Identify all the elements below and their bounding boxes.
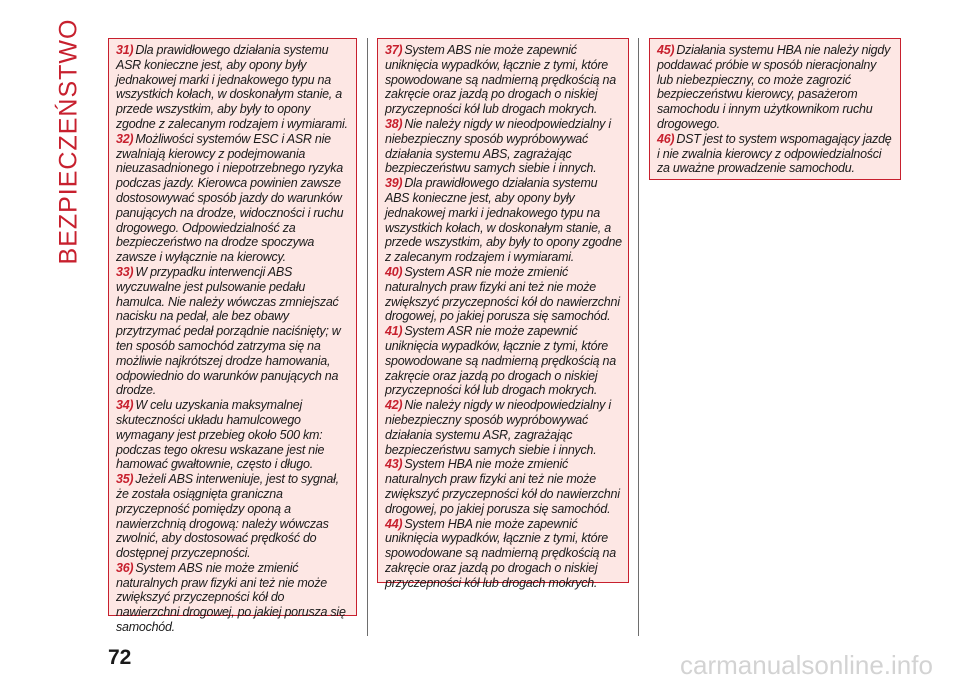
note-text: DST jest to system wspomagający jazdę i nie zwalnia kierowcy z odpowiedzialności za uważne prowadzenie samochodu. bbox=[657, 131, 892, 176]
page-number: 72 bbox=[108, 646, 132, 669]
note-number: 39) bbox=[385, 176, 403, 191]
note-45 bbox=[657, 43, 894, 132]
note-42 bbox=[385, 398, 622, 457]
note-40 bbox=[385, 265, 622, 324]
note-39 bbox=[385, 176, 622, 265]
warning-box-col1 bbox=[108, 38, 357, 635]
note-text: Dla prawidłowego działania systemu ABS konieczne jest, aby opony były jednakowej marki i jednakowego typu na wszystkich kołach, w doskonałym stanie, a przede wszystkim, aby były to opony zgodne z zalecanym rodzajem i wymiarami. bbox=[385, 176, 622, 265]
note-number: 36) bbox=[116, 560, 134, 575]
note-text: Jeżeli ABS interweniuje, jest to sygnał, że została osiągnięta graniczna przyczepność pomiędzy oponą a nawierzchnią drogową: należy wówczas zwolnić, aby dostosować prędkość do dostępnej przyczepności. bbox=[116, 472, 339, 561]
note-number: 43) bbox=[385, 457, 403, 472]
note-33 bbox=[116, 265, 350, 398]
note-number: 40) bbox=[385, 264, 403, 279]
note-text: Możliwości systemów ESC i ASR nie zwalniają kierowcy z podejmowania nieuzasadnionego i niepotrzebnego ryzyka podczas jazdy. Kierowca powinien zawsze dostosowywać sposób jazdy do warunków panujących na drodze, widoczności i ruchu drogowego. Odpowiedzialność za bezpieczeństwo na drodze spoczywa zawsze i wyłącznie na kierowcy. bbox=[116, 131, 344, 265]
watermark: carmanualsonline.info bbox=[680, 650, 933, 680]
column-divider bbox=[367, 38, 368, 636]
note-number: 37) bbox=[385, 43, 403, 57]
note-number: 38) bbox=[385, 116, 403, 131]
note-number: 33) bbox=[116, 264, 134, 279]
note-32 bbox=[116, 132, 350, 265]
note-text: System ASR nie może zmienić naturalnych praw fizyki ani też nie może zwiększyć przyczepności kół do nawierzchni drogowej, po jakiej porusza się samochód. bbox=[385, 264, 620, 324]
note-44 bbox=[385, 517, 622, 591]
section-title bbox=[51, 18, 87, 264]
warning-box-col3 bbox=[649, 38, 901, 180]
note-text: Nie należy nigdy w nieodpowiedzialny i niebezpieczny sposób wypróbowywać działania systemu ASR, zagrażając bezpieczeństwu samych siebie i innych. bbox=[385, 398, 611, 457]
note-number: 35) bbox=[116, 472, 134, 487]
note-number: 31) bbox=[116, 43, 134, 57]
note-38 bbox=[385, 117, 622, 176]
note-37 bbox=[385, 43, 622, 117]
note-text: Dla prawidłowego działania systemu ASR konieczne jest, aby opony były jednakowej marki i jednakowego typu na wszystkich kołach, w doskonałym stanie, a przede wszystkim, aby były to opony zgodne z zalecanym rodzajem i wymiarami. bbox=[116, 43, 348, 131]
note-text: W przypadku interwencji ABS wyczuwalne jest pulsowanie pedału hamulca. Nie należy wówczas zmniejszać nacisku na pedał, ale bez obawy przytrzymać pedał porządnie naciśnięty; w ten sposób samochód zatrzyma się na możliwie najkrótszej drodze hamowania, odpowiednio do warunków panujących na drodze. bbox=[116, 264, 341, 398]
note-number: 41) bbox=[385, 324, 403, 339]
note-34 bbox=[116, 398, 350, 472]
note-text: Działania systemu HBA nie należy nigdy poddawać próbie w sposób nieracjonalny lub niebezpieczny, co może zagrozić bezpieczeństwu kierowcy, pasażerom samochodu i innym użytkownikom ruchu drogowego. bbox=[657, 43, 891, 131]
note-text: System HBA nie może zapewnić uniknięcia wypadków, łącznie z tymi, które spowodowane są nadmierną prędkością na zakręcie oraz jazdą po drogach o niskiej przyczepności kół lub drogach mokrych. bbox=[385, 516, 616, 590]
note-text: System ABS nie może zapewnić uniknięcia wypadków, łącznie z tymi, które spowodowane są nadmierną prędkością na zakręcie oraz jazdą po drogach o niskiej przyczepności kół lub drogach mokrych. bbox=[385, 43, 616, 117]
note-text: Nie należy nigdy w nieodpowiedzialny i niebezpieczny sposób wypróbowywać działania systemu ABS, zagrażając bezpieczeństwu samych siebie i innych. bbox=[385, 116, 611, 176]
section-title-text: BEZPIECZEŃSTWO bbox=[54, 18, 83, 264]
note-number: 44) bbox=[385, 516, 403, 531]
note-41 bbox=[385, 324, 622, 398]
note-number: 45) bbox=[657, 43, 675, 57]
note-35 bbox=[116, 472, 350, 561]
note-number: 34) bbox=[116, 398, 134, 413]
note-number: 32) bbox=[116, 131, 134, 146]
note-text: System ASR nie może zapewnić uniknięcia wypadków, łącznie z tymi, które spowodowane są nadmierną prędkością na zakręcie oraz jazdą po drogach o niskiej przyczepności kół lub drogach mokrych. bbox=[385, 324, 616, 398]
note-36 bbox=[116, 561, 350, 635]
note-text: System ABS nie może zmienić naturalnych praw fizyki ani też nie może zwiększyć przyczepności kół do nawierzchni drogowej, po jakiej porusza się samochód. bbox=[116, 560, 346, 635]
note-number: 46) bbox=[657, 131, 675, 146]
warning-box-col2 bbox=[377, 38, 629, 590]
note-46 bbox=[657, 132, 894, 176]
column-divider bbox=[638, 38, 639, 636]
note-number: 42) bbox=[385, 398, 403, 413]
note-text: System HBA nie może zmienić naturalnych praw fizyki ani też nie może zwiększyć przyczepności kół do nawierzchni drogowej, po jakiej porusza się samochód. bbox=[385, 457, 620, 516]
note-text: W celu uzyskania maksymalnej skuteczności układu hamulcowego wymagany jest przebieg około 500 km: podczas tego okresu wskazane jest nie hamować gwałtownie, często i długo. bbox=[116, 398, 325, 472]
note-43 bbox=[385, 457, 622, 516]
note-31 bbox=[116, 43, 350, 132]
